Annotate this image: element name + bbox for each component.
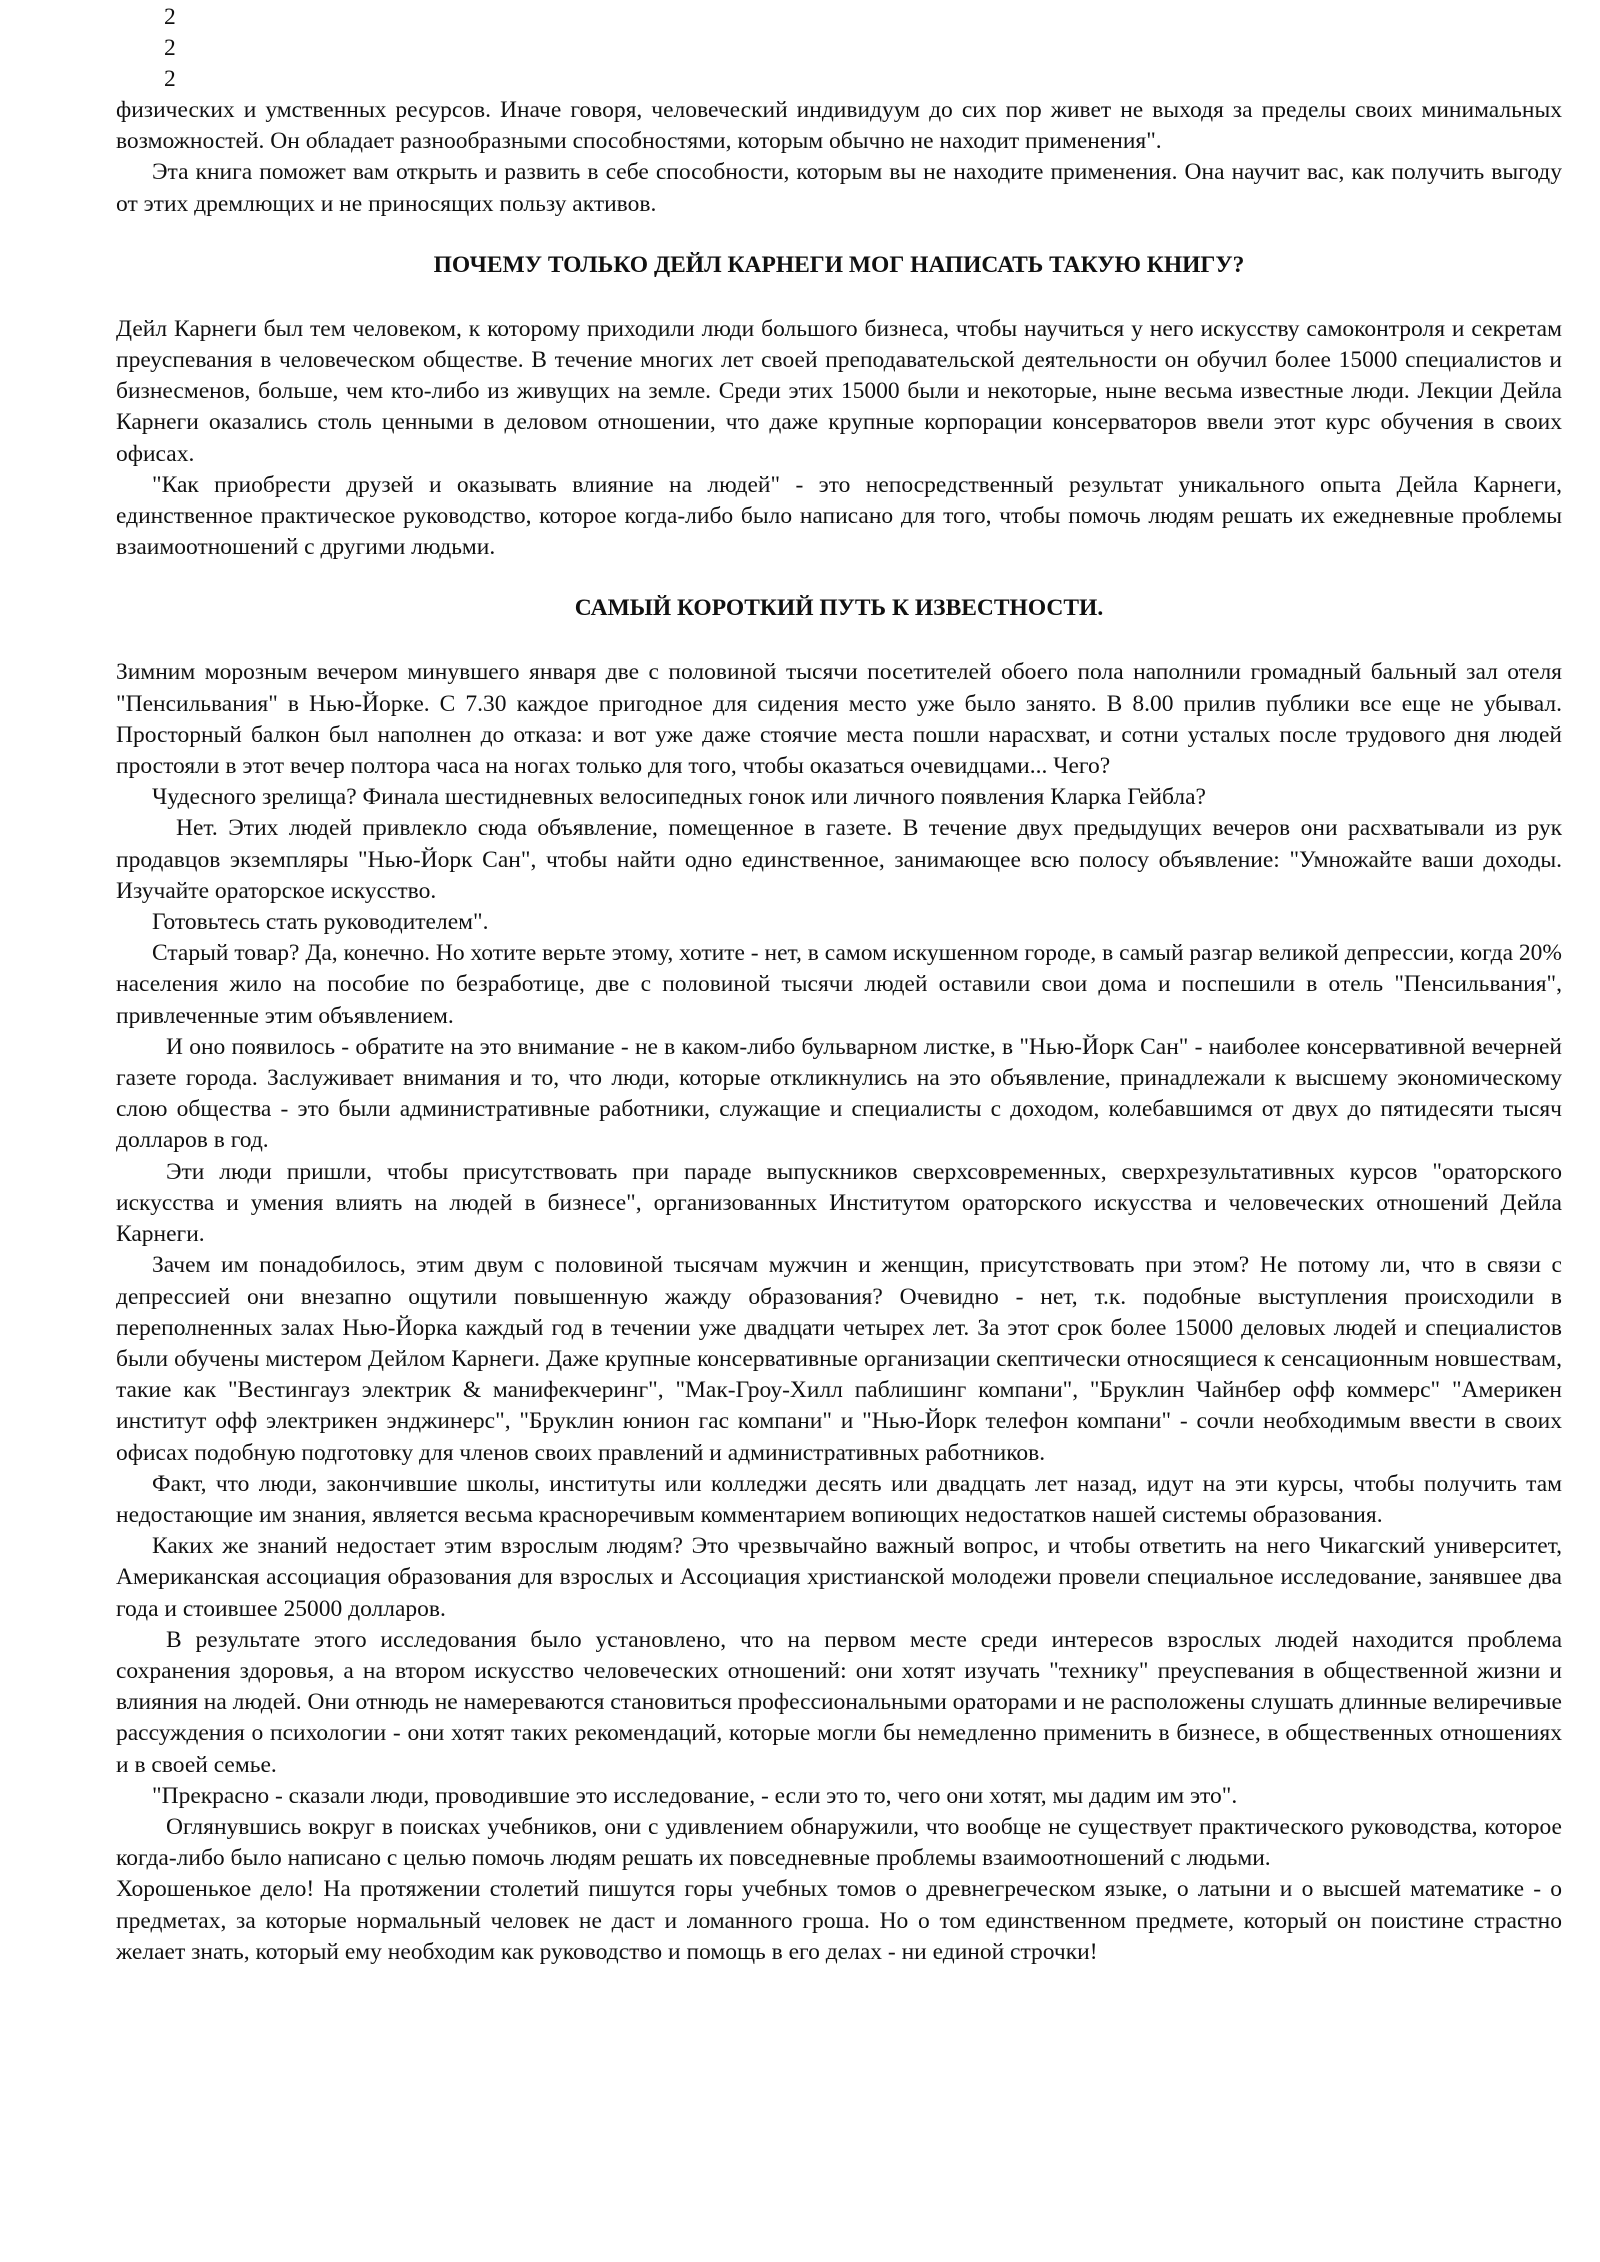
page-number: 2 bbox=[164, 4, 176, 30]
paragraph: Зачем им понадобилось, этим двум с половиной тысячам мужчин и женщин, присутствовать при этом? Не потому ли, что в связи с депрессией они внезапно ощутили повышенную жажду образования? Очевидно - нет, т.к. подобные выступления происходили в переполненных залах Нью-Йорка каждый год в течении уже двадцати четырех лет. За этот срок более 15000 деловых людей и специалистов были обучены мистером Дейлом Карнеги. Даже крупные консервативные организации скептически относящиеся к сенсационным новшествам, такие как "Вестингауз электрик & манифекчеринг", "Мак-Гроу-Хилл паблишинг компани", "Бруклин Чайнбер офф коммерс" "Америкен институт офф электрикен энджинерс", "Бруклин юнион гас компани" и "Нью-Йорк телефон компани" - сочли необходимым ввести в своих офисах подобную подготовку для членов своих правлений и административных работников. bbox=[116, 1252, 1562, 1466]
section-heading: САМЫЙ КОРОТКИЙ ПУТЬ К ИЗВЕСТНОСТИ. bbox=[574, 595, 1104, 622]
paragraph: Старый товар? Да, конечно. Но хотите верьте этому, хотите - нет, в самом искушенном городе, в самый разгар великой депрессии, когда 20% населения жило на пособие по безработице, две с половиной тысячи людей оставили свои дома и поспешили в отель "Пенсильвания", привлеченные этим объявлением. bbox=[116, 940, 1562, 1029]
paragraph: Дейл Карнеги был тем человеком, к которому приходили люди большого бизнеса, чтобы научиться у него искусству самоконтроля и секретам преуспевания в человеческом обществе. В течение многих лет своей преподавательской деятельности он обучил более 15000 специалистов и бизнесменов, больше, чем кто-либо из живущих на земле. Среди этих 15000 были и некоторые, ныне весьма известные люди. Лекции Дейла Карнеги оказались столь ценными в деловом отношении, что даже крупные корпорации консерваторов ввели этот курс обучения в своих офисах. bbox=[116, 315, 1562, 467]
paragraph: Хорошенькое дело! На протяжении столетий пишутся горы учебных томов о древнегреческом языке, о латыни и о высшей математике - о предметах, за которые нормальный человек не даст и ломанного гроша. Но о том единственном предмете, который он поистине страстно желает знать, который ему необходим как руководство и помощь в его делах - ни единой строчки! bbox=[116, 1876, 1562, 1965]
paragraph: Зимним морозным вечером минувшего января две с половиной тысячи посетителей обоего пола наполнили громадный бальный зал отеля "Пенсильвания" в Нью-Йорке. С 7.30 каждое пригодное для сидения место уже было занято. В 8.00 прилив публики все еще не убывал. Просторный балкон был наполнен до отказа: и вот уже даже стоячие места пошли нарасхват, и сотни усталых после трудового дня людей простояли в этот вечер полтора часа на ногах только для того, чтобы оказаться очевидцами... Чего? bbox=[116, 659, 1562, 780]
paragraph: Нет. Этих людей привлекло сюда объявление, помещенное в газете. В течение двух предыдущих вечеров они расхватывали из рук продавцов экземпляры "Нью-Йорк Сан", чтобы найти одно единственное, занимающее всю полосу объявление: "Умножайте ваши доходы. Изучайте ораторское искусство. bbox=[116, 815, 1562, 904]
paragraph: Готовьтесь стать руководителем". bbox=[152, 909, 489, 936]
paragraph: И оно появилось - обратите на это внимание - не в каком-либо бульварном листке, в "Нью-Йорк Сан" - наиболее консервативной вечерней газете города. Заслуживает внимания и то, что люди, которые откликнулись на это объявление, принадлежали к высшему экономическому слою общества - это были административные работники, служащие и специалисты с доходом, колебавшимся от двух до пятидесяти тысяч долларов в год. bbox=[116, 1033, 1562, 1154]
paragraph: физических и умственных ресурсов. Иначе говоря, человеческий индивидуум до сих пор живет не выходя за пределы своих минимальных возможностей. Он обладает разнообразными способностями, которым обычно не находит применения". bbox=[116, 97, 1562, 155]
paragraph: Чудесного зрелища? Финала шестидневных велосипедных гонок или личного появления Кларка Гейбла? bbox=[152, 784, 1206, 811]
page-number: 2 bbox=[164, 35, 176, 61]
paragraph: Факт, что люди, закончившие школы, институты или колледжи десять или двадцать лет назад, идут на эти курсы, чтобы получить там недостающие им знания, является весьма красноречивым комментарием вопиющих недостатков нашей системы образования. bbox=[116, 1470, 1562, 1528]
paragraph: Эта книга поможет вам открыть и развить в себе способности, которым вы не находите применения. Она научит вас, как получить выгоду от этих дремлющих и не приносящих пользу активов. bbox=[116, 159, 1562, 217]
section-heading: ПОЧЕМУ ТОЛЬКО ДЕЙЛ КАРНЕГИ МОГ НАПИСАТЬ ТАКУЮ КНИГУ? bbox=[433, 251, 1245, 278]
paragraph: Каких же знаний недостает этим взрослым людям? Это чрезвычайно важный вопрос, и чтобы ответить на него Чикагский университет, Американская ассоциация образования для взрослых и Ассоциация христианской молодежи провели специальное исследование, занявшее два года и стоившее 25000 долларов. bbox=[116, 1533, 1562, 1622]
page-number: 2 bbox=[164, 66, 176, 92]
paragraph: В результате этого исследования было установлено, что на первом месте среди интересов взрослых людей находится проблема сохранения здоровья, а на втором искусство человеческих отношений: они хотят изучать "технику" преуспевания в общественной жизни и влияния на людей. Они отнюдь не намереваются становиться профессиональными ораторами и не расположены слушать длинные велиречивые рассуждения о психологии - они хотят таких рекомендаций, которые могли бы немедленно применить в бизнесе, в общественных отношениях и в своей семье. bbox=[116, 1626, 1562, 1778]
paragraph: Эти люди пришли, чтобы присутствовать при параде выпускников сверхсовременных, сверхрезультативных курсов "ораторского искусства и умения влиять на людей в бизнесе", организованных Институтом ораторского искусства и человеческих отношений Дейла Карнеги. bbox=[116, 1158, 1562, 1248]
paragraph: "Как приобрести друзей и оказывать влияние на людей" - это непосредственный результат уникального опыта Дейла Карнеги, единственное практическое руководство, которое когда-либо было написано для того, чтобы помочь людям решать их ежедневные проблемы взаимоотношений с другими людьми. bbox=[116, 471, 1562, 561]
paragraph: Оглянувшись вокруг в поисках учебников, они с удивлением обнаружили, что вообще не существует практического руководства, которое когда-либо было написано с целью помочь людям решать их повседневные проблемы взаимоотношений с людьми. bbox=[116, 1813, 1562, 1872]
document-page bbox=[116, 0, 1562, 1968]
paragraph: "Прекрасно - сказали люди, проводившие это исследование, - если это то, чего они хотят, мы дадим им это". bbox=[152, 1782, 1238, 1809]
